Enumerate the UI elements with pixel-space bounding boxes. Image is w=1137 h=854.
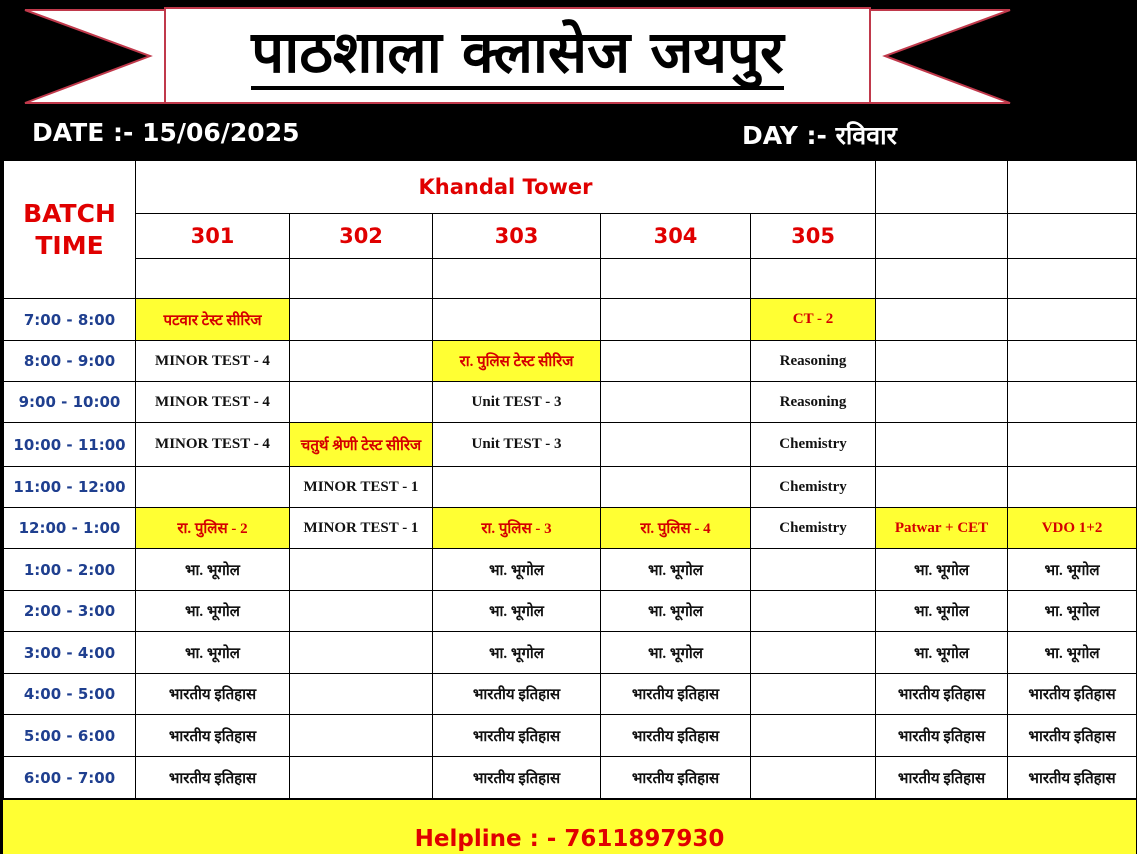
- schedule-cell: [876, 299, 1008, 341]
- schedule-cell: रा. पुलिस - 4: [601, 508, 751, 549]
- table-row: [4, 467, 1137, 508]
- schedule-cell: रा. पुलिस - 2: [136, 508, 290, 549]
- schedule-cell: [136, 467, 290, 508]
- schedule-cell: [290, 591, 433, 632]
- schedule-cell: MINOR TEST - 4: [136, 382, 290, 423]
- schedule-cell: भारतीय इतिहास: [1008, 674, 1137, 715]
- room-header: 305: [751, 214, 876, 259]
- blank-header-cell: [433, 259, 601, 299]
- room-header: 304: [601, 214, 751, 259]
- blank-header-cell: [601, 259, 751, 299]
- schedule-cell: MINOR TEST - 4: [136, 423, 290, 467]
- schedule-cell: [876, 423, 1008, 467]
- table-row: [4, 674, 1137, 715]
- table-row: [4, 341, 1137, 382]
- schedule-cell: भा. भूगोल: [1008, 632, 1137, 674]
- blank-header-cell: [1008, 214, 1137, 259]
- schedule-cell: रा. पुलिस टेस्ट सीरिज: [433, 341, 601, 382]
- time-slot: 9:00 - 10:00: [4, 382, 136, 423]
- schedule-cell: रा. पुलिस - 3: [433, 508, 601, 549]
- schedule-cell: भा. भूगोल: [1008, 549, 1137, 591]
- schedule-cell: VDO 1+2: [1008, 508, 1137, 549]
- helpline-text: Helpline : - 7611897930: [414, 826, 725, 852]
- schedule-cell: [290, 715, 433, 757]
- schedule-cell: भा. भूगोल: [136, 632, 290, 674]
- schedule-cell: Unit TEST - 3: [433, 382, 601, 423]
- time-slot: 6:00 - 7:00: [4, 757, 136, 799]
- schedule-cell: [290, 549, 433, 591]
- schedule-cell: भारतीय इतिहास: [601, 715, 751, 757]
- room-header: 303: [433, 214, 601, 259]
- schedule-cell: चतुर्थ श्रेणी टेस्ट सीरिज: [290, 423, 433, 467]
- batch-time-header: BATCH TIME: [4, 161, 136, 299]
- blank-header-cell: [876, 161, 1008, 214]
- schedule-table: [3, 160, 1137, 799]
- blank-header-cell: [1008, 259, 1137, 299]
- schedule-cell: [290, 382, 433, 423]
- schedule-cell: भारतीय इतिहास: [136, 715, 290, 757]
- schedule-cell: भा. भूगोल: [136, 549, 290, 591]
- schedule-cell: भारतीय इतिहास: [876, 757, 1008, 799]
- blank-header-cell: [751, 259, 876, 299]
- blank-header-cell: [876, 214, 1008, 259]
- schedule-cell: MINOR TEST - 1: [290, 467, 433, 508]
- table-row: [4, 508, 1137, 549]
- blank-header-cell: [876, 259, 1008, 299]
- day-label: DAY :- रविवार: [742, 121, 897, 150]
- schedule-cell: भा. भूगोल: [433, 591, 601, 632]
- table-row: [4, 382, 1137, 423]
- schedule-cell: भारतीय इतिहास: [433, 715, 601, 757]
- schedule-cell: Reasoning: [751, 382, 876, 423]
- schedule-rows: [4, 299, 1137, 799]
- table-row: [4, 549, 1137, 591]
- schedule-cell: भारतीय इतिहास: [876, 674, 1008, 715]
- schedule-cell: भारतीय इतिहास: [876, 715, 1008, 757]
- schedule-cell: [601, 467, 751, 508]
- schedule-cell: [290, 757, 433, 799]
- page-title: पाठशाला क्लासेज जयपुर: [165, 8, 870, 103]
- schedule-cell: [751, 591, 876, 632]
- time-slot: 8:00 - 9:00: [4, 341, 136, 382]
- helpline-bar: [3, 799, 1136, 854]
- schedule-cell: भा. भूगोल: [1008, 591, 1137, 632]
- schedule-cell: भारतीय इतिहास: [433, 674, 601, 715]
- schedule-table-wrap: [3, 160, 1136, 799]
- blank-header-cell: [1008, 161, 1137, 214]
- schedule-cell: [433, 299, 601, 341]
- room-header: 302: [290, 214, 433, 259]
- schedule-cell: भारतीय इतिहास: [136, 674, 290, 715]
- schedule-cell: [601, 299, 751, 341]
- table-row: [4, 757, 1137, 799]
- schedule-cell: [751, 715, 876, 757]
- table-row: [4, 299, 1137, 341]
- schedule-cell: [601, 423, 751, 467]
- schedule-cell: [751, 549, 876, 591]
- schedule-cell: Chemistry: [751, 508, 876, 549]
- schedule-cell: Chemistry: [751, 467, 876, 508]
- schedule-cell: Unit TEST - 3: [433, 423, 601, 467]
- schedule-cell: [876, 341, 1008, 382]
- schedule-cell: पटवार टेस्ट सीरिज: [136, 299, 290, 341]
- table-row: [4, 423, 1137, 467]
- schedule-cell: [1008, 382, 1137, 423]
- time-slot: 3:00 - 4:00: [4, 632, 136, 674]
- schedule-cell: [433, 467, 601, 508]
- schedule-cell: [876, 467, 1008, 508]
- schedule-cell: [290, 299, 433, 341]
- schedule-cell: भा. भूगोल: [136, 591, 290, 632]
- schedule-cell: भारतीय इतिहास: [601, 674, 751, 715]
- time-slot: 1:00 - 2:00: [4, 549, 136, 591]
- schedule-cell: भा. भूगोल: [601, 549, 751, 591]
- schedule-cell: [751, 632, 876, 674]
- schedule-cell: [601, 341, 751, 382]
- room-header: 301: [136, 214, 290, 259]
- schedule-cell: [1008, 299, 1137, 341]
- header-banner: [0, 0, 1137, 160]
- time-slot: 12:00 - 1:00: [4, 508, 136, 549]
- blank-header-cell: [136, 259, 290, 299]
- schedule-cell: भारतीय इतिहास: [433, 757, 601, 799]
- schedule-cell: [290, 674, 433, 715]
- schedule-cell: भारतीय इतिहास: [1008, 757, 1137, 799]
- time-slot: 5:00 - 6:00: [4, 715, 136, 757]
- table-row: [4, 715, 1137, 757]
- schedule-cell: [876, 382, 1008, 423]
- schedule-cell: [1008, 423, 1137, 467]
- schedule-cell: MINOR TEST - 1: [290, 508, 433, 549]
- schedule-cell: [601, 382, 751, 423]
- time-slot: 7:00 - 8:00: [4, 299, 136, 341]
- schedule-cell: भा. भूगोल: [601, 591, 751, 632]
- date-label: DATE :- 15/06/2025: [32, 118, 300, 147]
- time-slot: 4:00 - 5:00: [4, 674, 136, 715]
- schedule-cell: [290, 341, 433, 382]
- schedule-cell: भा. भूगोल: [876, 549, 1008, 591]
- schedule-cell: भा. भूगोल: [601, 632, 751, 674]
- time-slot: 11:00 - 12:00: [4, 467, 136, 508]
- schedule-cell: [1008, 341, 1137, 382]
- schedule-cell: भा. भूगोल: [433, 632, 601, 674]
- schedule-cell: भारतीय इतिहास: [601, 757, 751, 799]
- schedule-cell: भा. भूगोल: [876, 632, 1008, 674]
- schedule-cell: [290, 632, 433, 674]
- blank-header-cell: [290, 259, 433, 299]
- schedule-cell: भारतीय इतिहास: [1008, 715, 1137, 757]
- table-row: [4, 632, 1137, 674]
- schedule-cell: MINOR TEST - 4: [136, 341, 290, 382]
- schedule-cell: भा. भूगोल: [876, 591, 1008, 632]
- schedule-cell: Reasoning: [751, 341, 876, 382]
- schedule-cell: CT - 2: [751, 299, 876, 341]
- schedule-cell: भा. भूगोल: [433, 549, 601, 591]
- table-row: [4, 591, 1137, 632]
- schedule-cell: [1008, 467, 1137, 508]
- schedule-cell: [751, 674, 876, 715]
- time-slot: 10:00 - 11:00: [4, 423, 136, 467]
- schedule-cell: Chemistry: [751, 423, 876, 467]
- building-header: Khandal Tower: [136, 161, 876, 214]
- schedule-cell: Patwar + CET: [876, 508, 1008, 549]
- schedule-cell: [751, 757, 876, 799]
- schedule-cell: भारतीय इतिहास: [136, 757, 290, 799]
- time-slot: 2:00 - 3:00: [4, 591, 136, 632]
